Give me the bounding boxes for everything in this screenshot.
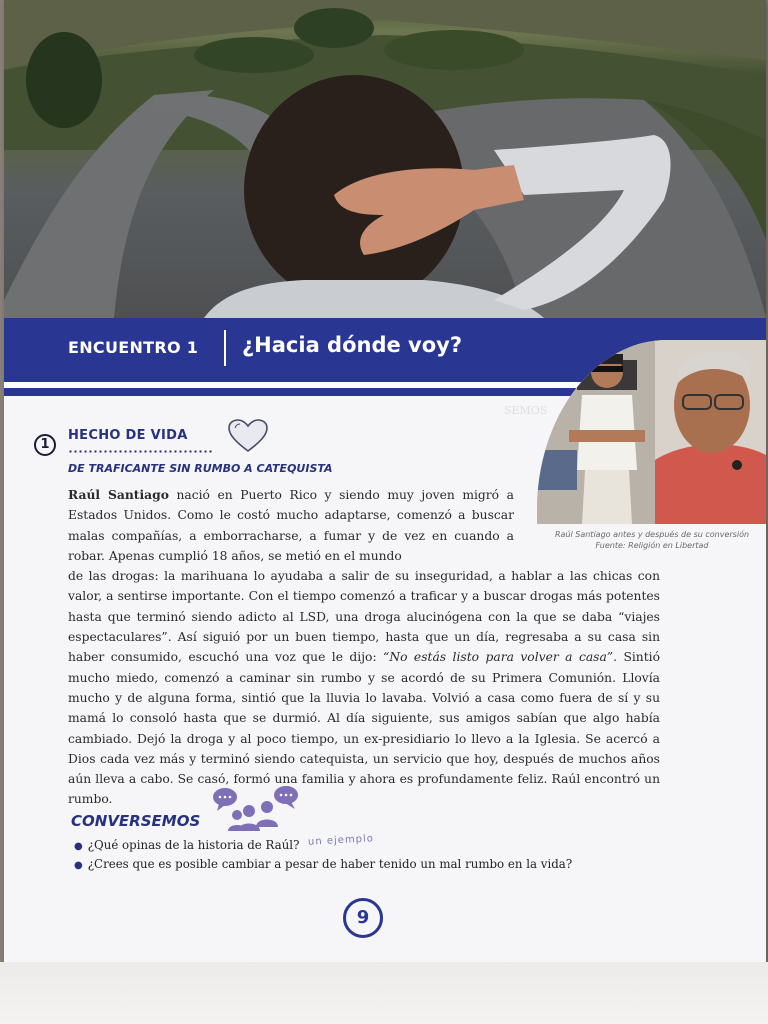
story-quote: “No estás listo para volver a casa”: [383, 650, 614, 665]
section-subtitle: DE TRAFICANTE SIN RUMBO A CATEQUISTA: [68, 462, 333, 475]
textbook-page: [4, 0, 766, 968]
story-text: [68, 485, 660, 810]
handwritten-note: un ejemplo: [307, 833, 375, 848]
page-number: 9: [343, 898, 383, 938]
question-item: [74, 857, 572, 871]
band-divider: [224, 330, 226, 366]
encounter-label: ENCUENTRO 1: [68, 338, 199, 357]
heart-icon: [226, 418, 270, 454]
dotted-underline: [68, 450, 212, 453]
story-intro: [68, 485, 514, 566]
road-illustration: [4, 0, 766, 318]
protagonist-name: Raúl Santiago: [68, 487, 169, 502]
bleed-through: SEMOS: [504, 404, 548, 417]
bullet-icon: ●: [74, 841, 83, 852]
hero-photo: [4, 0, 766, 318]
story-paragraph: . Sintió mucho miedo, comenzó a caminar sin rumbo y se acordó de su Primera Comunión. Llovía mucho y de alguna forma, sintió que la lluvia lo lavaba. Volvió a casa como fuera de sí y su mamá lo consoló hasta que se durmió. Al día siguiente, sus amigos sabían que algo había cambiado. Dejó la droga y al poco tiempo, un ex-presidiario lo llevo a la Iglesia. Se acercó a Dios cada vez más y terminó siendo catequista, un servicio que hoy, después de muchos años aún lleva a cabo. Se casó, formó una familia y ahora es profundamente feliz. Raúl encontró un rumbo.: [68, 650, 660, 807]
bullet-icon: ●: [74, 860, 83, 871]
page-below: [0, 962, 768, 1024]
caption-source: Fuente: Religión en Libertad: [595, 541, 709, 550]
question-text: ¿Qué opinas de la historia de Raúl?: [87, 838, 300, 852]
section-number: 1: [34, 434, 56, 456]
story-paragraph: de las drogas: la marihuana lo ayudaba a salir de su inseguridad, a hablar a las chicas con valor, a sentirse importante. Con el tiempo comenzó a traficar y a buscar drogas más potentes hasta que terminó siendo adicto al LSD, una droga alucinógena con la que se daba “viajes espectaculares”. Así siguió por un buen tiempo, hasta que un día, regresaba a su casa sin haber consumido, escuchó una voz que le dijo:: [68, 569, 660, 665]
conversemos-title: CONVERSEMOS: [71, 812, 201, 830]
section-title: HECHO DE VIDA: [68, 428, 188, 443]
question-item: [74, 838, 299, 852]
chapter-title: ¿Hacia dónde voy?: [242, 333, 463, 357]
question-text: ¿Crees que es posible cambiar a pesar de haber tenido un mal rumbo en la vida?: [87, 857, 573, 871]
caption-line: Raúl Santiago antes y después de su conversión: [554, 530, 750, 539]
story-paragraph: nació en Puerto Rico y siendo muy joven migró a Estados Unidos. Como le costó mucho adaptarse, comenzó a buscar malas compañías, a emborracharse, a fumar y de vez en cuando a robar. Apenas cumplió 18 años, se metió en el mundo: [68, 488, 514, 563]
people-talking-icon: [209, 785, 301, 831]
